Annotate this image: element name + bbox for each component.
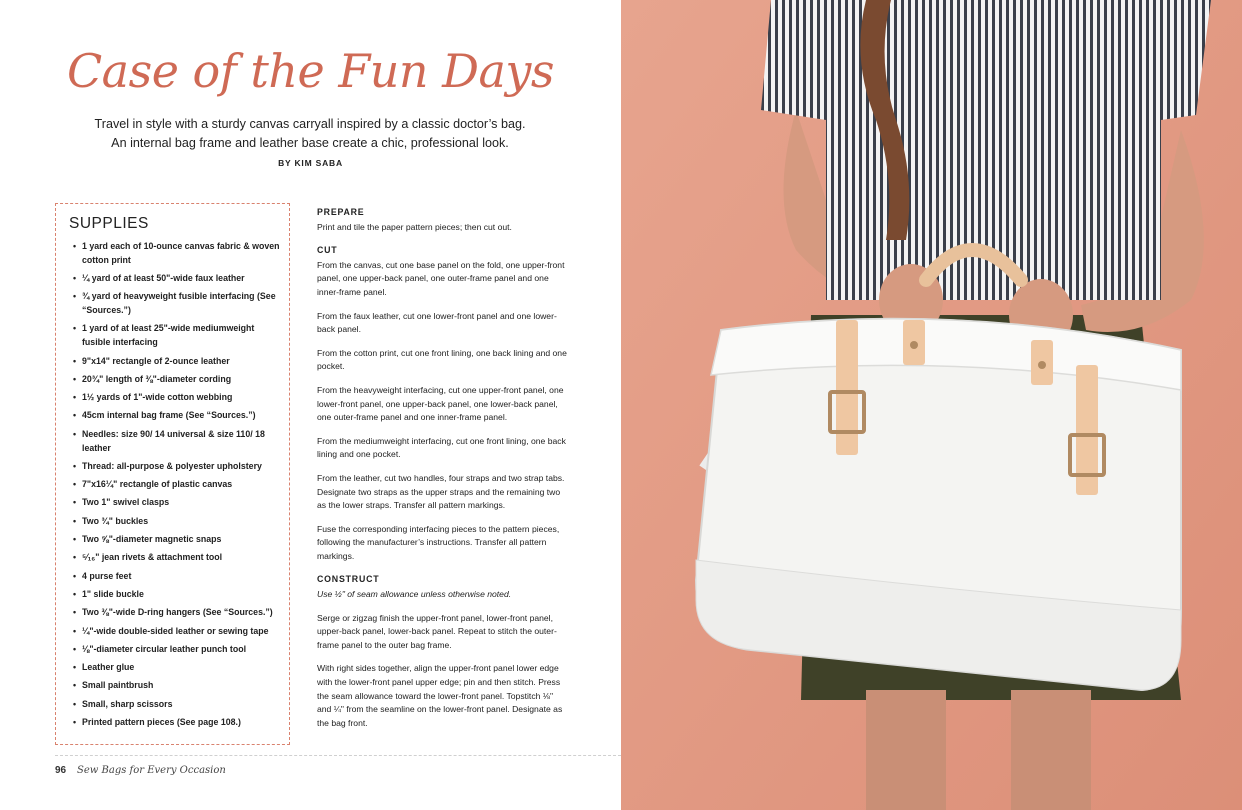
- supply-item: • Small paintbrush: [73, 679, 285, 693]
- supply-item: • 20¾" length of ⅜"-diameter cording: [73, 373, 285, 387]
- supply-item: • Two ⅝"-diameter magnetic snaps: [73, 533, 285, 547]
- paragraph: From the cotton print, cut one front lining, one back lining and one pocket.: [317, 347, 567, 372]
- supply-item: • 4 purse feet: [73, 570, 285, 584]
- left-leather-strap: [836, 320, 858, 455]
- supply-item: • 45cm internal bag frame (See “Sources.”): [73, 409, 285, 423]
- running-book-title: Sew Bags for Every Occasion: [77, 765, 226, 776]
- paragraph: With right sides together, align the upper-front panel lower edge with the lower-front panel upper edge; pin and then stitch. Press the seam allowance toward the lower-front panel. Topstitch ⅛" and ¼" from the seamline on the lower-front panel. Designate as the bag front.: [317, 663, 563, 728]
- footer-rule: [55, 755, 621, 756]
- supply-item: • 7"x16¼" rectangle of plastic canvas: [73, 478, 285, 492]
- intro-line-2: An internal bag frame and leather base create a chic, professional look.: [111, 136, 509, 150]
- supply-item: • 1 yard each of 10-ounce canvas fabric & woven cotton print: [73, 240, 285, 268]
- article-intro: [60, 115, 560, 153]
- supply-item: • Printed pattern pieces (See page 108.): [73, 716, 285, 730]
- seam-allowance-note: Use ½" of seam allowance unless otherwise noted.: [317, 589, 512, 600]
- supply-item: • Needles: size 90/ 14 universal & size 110/ 18 leather: [73, 428, 285, 456]
- supply-item: • Small, sharp scissors: [73, 698, 285, 712]
- supply-item: • 1½ yards of 1"-wide cotton webbing: [73, 391, 285, 405]
- supply-item: • 9"x14" rectangle of 2-ounce leather: [73, 355, 285, 369]
- supply-item: • 1" slide buckle: [73, 588, 285, 602]
- supply-item: • Thread: all-purpose & polyester upholstery: [73, 460, 285, 474]
- paragraph: From the canvas, cut one base panel on the fold, one upper-front panel, one upper-back panel, one outer-frame panel and one inner-frame panel.: [317, 259, 565, 297]
- paragraph: Fuse the corresponding interfacing pieces to the pattern pieces, following the manufacturer’s instructions. Transfer all pattern markings.: [317, 523, 560, 561]
- section-heading-prepare: PREPARE: [317, 207, 365, 217]
- left-leg: [866, 690, 946, 810]
- supply-item: • ⁵⁄₁₆" jean rivets & attachment tool: [73, 551, 285, 565]
- section-heading-cut: CUT: [317, 245, 338, 256]
- supply-item: • Two ⅜"-wide D-ring hangers (See “Sources.”): [73, 606, 285, 620]
- byline: BY KIM SABA: [278, 158, 343, 168]
- section-heading-construct: CONSTRUCT: [317, 574, 380, 585]
- supply-item: • ⅛"-diameter circular leather punch tool: [73, 643, 285, 657]
- article-title: Case of the Fun Days: [66, 44, 555, 98]
- supply-item: • ¾ yard of heavyweight fusible interfacing (See “Sources.”): [73, 290, 285, 318]
- paragraph: Serge or zigzag finish the upper-front panel, lower-front panel, upper-back panel, lower-back panel. Repeat to stitch the outer-frame panel to the outer bag frame.: [317, 612, 557, 650]
- paragraph: From the faux leather, cut one lower-front panel and one lower-back panel.: [317, 310, 557, 335]
- page-number: 96: [55, 765, 67, 776]
- supply-item: • Two ¾" buckles: [73, 515, 285, 529]
- supplies-box: [55, 203, 290, 745]
- photo-illustration: [621, 0, 1242, 810]
- paragraph: Print and tile the paper pattern pieces; then cut out.: [317, 221, 512, 232]
- supplies-list: [73, 240, 285, 734]
- rivet: [1038, 361, 1046, 369]
- supply-item: • 1 yard of at least 25"-wide mediumweight fusible interfacing: [73, 322, 285, 350]
- supply-item: • Two 1" swivel clasps: [73, 496, 285, 510]
- supply-item: • Leather glue: [73, 661, 285, 675]
- product-photo: [621, 0, 1242, 810]
- supply-item: • ¼"-wide double-sided leather or sewing tape: [73, 625, 285, 639]
- paragraph: From the leather, cut two handles, four straps and two strap tabs. Designate two straps as the upper straps and the remaining two as the lower straps. Transfer all pattern markings.: [317, 472, 565, 511]
- rivet: [910, 341, 918, 349]
- supply-item: • ¼ yard of at least 50"-wide faux leather: [73, 272, 285, 286]
- instructions-column: [317, 206, 569, 740]
- intro-line-1: Travel in style with a sturdy canvas carryall inspired by a classic doctor’s bag.: [94, 117, 526, 131]
- right-leg: [1011, 690, 1091, 810]
- paragraph: From the mediumweight interfacing, cut one front lining, one back lining and one pocket.: [317, 435, 566, 460]
- paragraph: From the heavyweight interfacing, cut one upper-front panel, one lower-front panel, one upper-back panel, one lower-back panel, one outer-frame panel and one inner-frame panel.: [317, 384, 564, 423]
- supplies-heading: SUPPLIES: [69, 215, 149, 232]
